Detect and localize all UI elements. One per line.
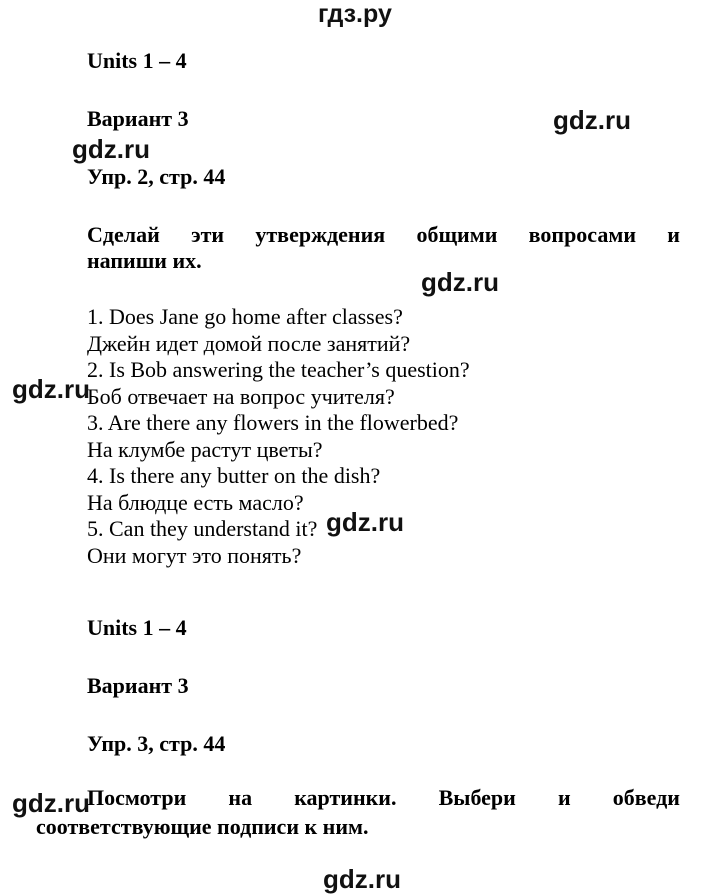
answer-line: 3. Are there any flowers in the flowerbed? bbox=[87, 410, 459, 435]
units-heading-2: Units 1 – 4 bbox=[87, 615, 187, 640]
task-word: и bbox=[557, 785, 571, 810]
answer-line: Они могут это понять? bbox=[87, 542, 302, 568]
task-word: и bbox=[667, 222, 680, 247]
task-text-1-line-2: напиши их. bbox=[87, 248, 202, 273]
task-word: эти bbox=[191, 222, 225, 247]
answer-line: 1. Does Jane go home after classes? bbox=[87, 304, 403, 329]
answer-line: На клумбе растут цветы? bbox=[87, 436, 323, 462]
watermark-4: gdz.ru bbox=[12, 374, 90, 404]
answer-line: 2. Is Bob answering the teacher’s question? bbox=[87, 357, 470, 382]
watermark-3: gdz.ru bbox=[421, 267, 499, 297]
task-word: на bbox=[228, 785, 253, 810]
task-text-2-line-2: соответствующие подписи к ним. bbox=[36, 814, 369, 839]
watermark-7: gdz.ru bbox=[323, 864, 401, 894]
watermark-5: gdz.ru bbox=[326, 507, 404, 537]
variant-heading-1: Вариант 3 bbox=[87, 106, 189, 131]
task-word: Сделай bbox=[87, 222, 160, 247]
task-word: Посмотри bbox=[87, 785, 187, 810]
units-heading-1: Units 1 – 4 bbox=[87, 48, 187, 73]
answer-line: Боб отвечает на вопрос учителя? bbox=[87, 383, 395, 409]
watermark-2: gdz.ru bbox=[72, 134, 150, 164]
task-word: обведи bbox=[612, 785, 680, 810]
header-watermark: гдз.ру bbox=[318, 0, 392, 28]
task-word: вопросами bbox=[528, 222, 636, 247]
watermark-6: gdz.ru bbox=[12, 788, 90, 818]
task-word: общими bbox=[416, 222, 498, 247]
answer-line: На блюдце есть масло? bbox=[87, 489, 304, 515]
answer-line: 5. Can they understand it? bbox=[87, 516, 318, 541]
task-text-1-line-1 bbox=[87, 224, 680, 246]
task-text-2-line-1 bbox=[87, 787, 680, 809]
task-word: картинки. bbox=[294, 785, 397, 810]
task-word: Выбери bbox=[438, 785, 516, 810]
task-word: утверждения bbox=[255, 222, 386, 247]
answer-line: Джейн идет домой после занятий? bbox=[87, 330, 411, 356]
variant-heading-2: Вариант 3 bbox=[87, 673, 189, 698]
answer-line: 4. Is there any butter on the dish? bbox=[87, 463, 381, 488]
exercise-heading-2: Упр. 3, стр. 44 bbox=[87, 731, 226, 756]
exercise-heading-1: Упр. 2, стр. 44 bbox=[87, 164, 226, 189]
watermark-1: gdz.ru bbox=[553, 105, 631, 135]
